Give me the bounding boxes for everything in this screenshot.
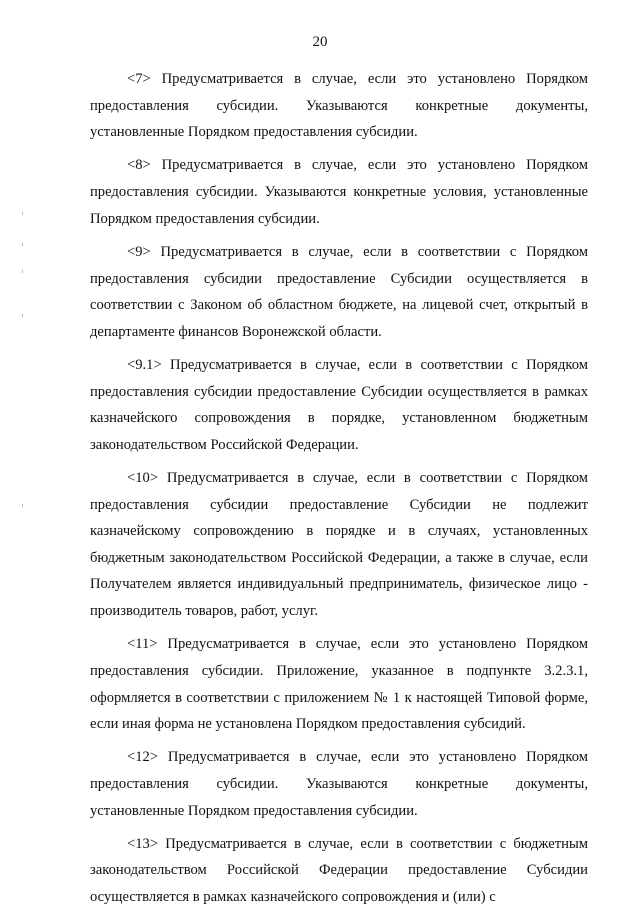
footnote-7: <7> Предусматривается в случае, если это установлено Порядком предоставления субсидии. Указываются конкретные документы, установленные Порядком предоставления субсидии. [90,71,588,141]
footnote-9: <9> Предусматривается в случае, если в соответствии с Порядком предоставления субсидии предоставление Субсидии осуществляется в соответствии с Законом об областном бюджете, на лицевой счет, открытый в департаменте финансов Воронежской области. [90,243,588,340]
scan-artifact [22,243,23,246]
footnote-12: <12> Предусматривается в случае, если это установлено Порядком предоставления субсидии. Указываются конкретные документы, установленные Порядком предоставления субсидии. [90,749,588,819]
scan-artifact [22,270,23,273]
scan-artifact [22,212,23,215]
footnote-8: <8> Предусматривается в случае, если это установлено Порядком предоставления субсидии. Указываются конкретные условия, установленные Порядком предоставления субсидии. [90,157,588,227]
footnote-13: <13> Предусматривается в случае, если в соответствии с бюджетным законодательством Российской Федерации предоставление Субсидии осуществляется в рамках казначейского сопровождения и (или) с [90,835,588,906]
page-number: 20 [312,34,328,50]
footnotes-body [90,66,588,917]
footnote-11: <11> Предусматривается в случае, если это установлено Порядком предоставления субсидии. Приложение, указанное в подпункте 3.2.3.1, оформляется в соответствии с приложением № 1 к настоящей Типовой форме, если иная форма не установлена Порядком предоставления субсидий. [90,636,588,733]
footnote-9-1: <9.1> Предусматривается в случае, если в соответствии с Порядком предоставления субсидии предоставление Субсидии осуществляется в рамках казначейского сопровождения в порядке, установленном бюджетным законодательством Российской Федерации. [90,357,588,453]
footnote-10: <10> Предусматривается в случае, если в соответствии с Порядком предоставления субсидии предоставление Субсидии не подлежит казначейскому сопровождению в порядке и в случаях, установленных бюджетным законодательством Российской Федерации, а также в случае, если Получателем является индивидуальный предприниматель, физическое лицо - производитель товаров, работ, услуг. [90,470,588,620]
scan-artifact [22,504,23,507]
scan-artifact [22,314,23,317]
